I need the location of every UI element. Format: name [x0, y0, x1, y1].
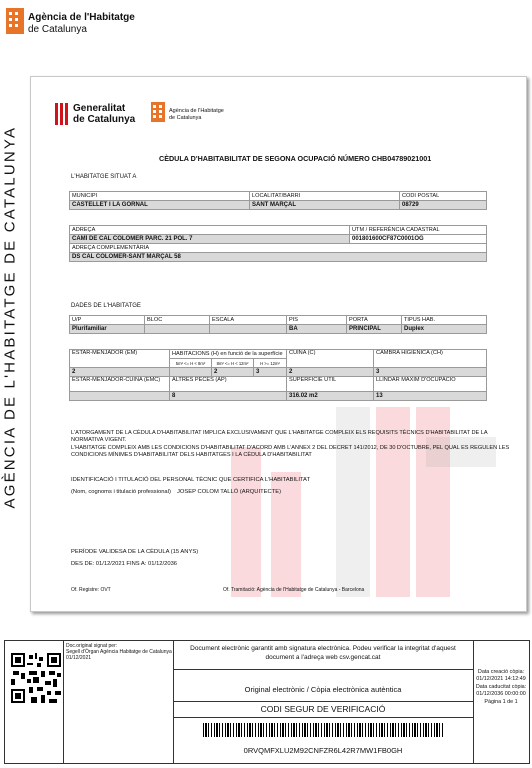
- registry-office: Of. Registre: OVT: [71, 587, 111, 593]
- location-table: [69, 191, 487, 210]
- expiry-label: Data caducitat còpia:: [475, 683, 527, 690]
- up-value: Plurifamiliar: [70, 325, 145, 334]
- electronic-notice: Document electrònic garantit amb signatura electrònica. Podeu verificar la integritat d'aquest document a l'adreça web csv.gencat.cat: [190, 645, 456, 661]
- sup-value: 316.02 m2: [287, 392, 374, 401]
- original-copy-label: Original electrònic / Còpia electrònica autèntica: [244, 685, 402, 694]
- sup-label: SUPERFÍCIE ÚTIL: [287, 377, 374, 392]
- cuina-label: CUINA (C): [287, 350, 374, 368]
- emc-label: ESTAR-MENJADOR-CUINA (EMC): [70, 377, 170, 392]
- paragraph-1: L'ATORGAMENT DE LA CÈDULA D'HABITABILITAT IMPLICA EXCLUSIVAMENT QUE L'HABITATGE COMPLEIX ELS REQUISITS TÈCNICS D'HABITABILITAT DE LA NORMATIVA VIGENT.: [71, 430, 488, 444]
- adreca-comp-label: ADREÇA COMPLEMENTÀRIA: [70, 244, 487, 253]
- agency-logo: [6, 4, 135, 40]
- qr-cell: [5, 641, 64, 763]
- generalitat-line2: de Catalunya: [73, 114, 136, 125]
- cp-label: CODI POSTAL: [400, 192, 487, 201]
- up-label: U/P: [70, 316, 145, 325]
- altres-value: 8: [170, 392, 287, 401]
- adreca-comp-value: DS CAL COLOMER-SANT MARÇAL 58: [70, 253, 487, 262]
- agency-logo-line1: Agència de l'Habitatge: [28, 12, 135, 23]
- hab-label: HABITACIONS (H) en funció de la superfície: [170, 350, 287, 359]
- paragraph-2: L'HABITATGE COMPLEIX AMB LES CONDICIONS D'HABITABILITAT D'ACORD AMB L'ANNEX 2 DEL DECRET 141/2012, DE 30 D'OCTUBRE, PEL QUAL ES REGULEN LES CONDICIONS MÍNIMES D'HABITABILITAT DELS HABITATGES I LA CÈDULA D'HABITABILITAT: [71, 445, 510, 459]
- generalitat-icon: [55, 103, 69, 125]
- hab-range-1: 5m² <= H < 8m²: [170, 359, 212, 368]
- localitat-label: LOCALITAT/BARRI: [250, 192, 400, 201]
- generalitat-logo: [55, 103, 155, 131]
- pis-label: PIS: [287, 316, 347, 325]
- signed-date: 01/12/2021: [66, 655, 92, 661]
- creation-date: 01/12/2021 14:12:49: [476, 676, 526, 683]
- adreca-label: ADREÇA: [70, 226, 350, 235]
- cambra-value: 3: [374, 368, 487, 377]
- escala-label: ESCALA: [210, 316, 287, 325]
- porta-value: PRINCIPAL: [347, 325, 402, 334]
- adreca-value: CAMÍ DE CAL COLOMER PARC. 21 POL. 7: [70, 235, 350, 244]
- hab-value-1: [170, 368, 212, 377]
- rooms-table: [69, 349, 487, 401]
- document-page: [30, 76, 527, 612]
- qr-code-icon: [11, 653, 61, 703]
- signer: Segell d'Òrgan Agència Habitatge de Catalunya: [66, 649, 172, 655]
- section-dades: DADES DE L'HABITATGE: [71, 303, 141, 309]
- utm-value: 001801600CF87C0001OG: [350, 235, 487, 244]
- agency-logo-small: [151, 102, 241, 126]
- signature-cell: [63, 641, 174, 763]
- hab-range-2: 8m² <= H < 12m²: [212, 359, 254, 368]
- bloc-label: BLOC: [145, 316, 210, 325]
- address-table: [69, 225, 487, 262]
- csv-label: CODI SEGUR DE VERIFICACIÓ: [260, 704, 386, 714]
- altres-label: ALTRES PECES (AP): [170, 377, 287, 392]
- barcode-icon: [203, 723, 443, 737]
- cp-value: 08729: [400, 201, 487, 210]
- emc-value: [70, 392, 170, 401]
- em-value: 2: [70, 368, 170, 377]
- pis-value: BA: [287, 325, 347, 334]
- agency-logo-line2: de Catalunya: [28, 24, 87, 35]
- utm-label: UTM / REFERÈNCIA CADASTRAL: [350, 226, 487, 235]
- llindar-label: LLINDAR MÀXIM D'OCUPACIÓ: [374, 377, 487, 392]
- section-situat: L'HABITATGE SITUAT A: [71, 174, 137, 180]
- tipus-label: TIPUS HAB.: [402, 316, 487, 325]
- tipus-value: Duplex: [402, 325, 487, 334]
- agency-small-line1: Agència de l'Habitatge: [169, 108, 224, 114]
- technician-heading: IDENTIFICACIÓ I TITULACIÓ DEL PERSONAL TÈCNIC QUE CERTIFICA L'HABITABILITAT: [71, 477, 311, 483]
- localitat-value: SANT MARÇAL: [250, 201, 400, 210]
- technician-label: (Nom, cognoms i titulació professional): [71, 489, 171, 495]
- cuina-value: 2: [287, 368, 374, 377]
- em-label: ESTAR-MENJADOR (EM): [70, 350, 170, 368]
- csv-code: 0RVQMFXLU2M92CNFZR6L42R7MW1FB0GH: [243, 746, 403, 755]
- side-agency-text: AGÈNCIA DE L'HABITATGE DE CATALUNYA: [1, 125, 19, 509]
- porta-label: PORTA: [347, 316, 402, 325]
- expiry-date: 01/12/2036 00:00:00: [476, 691, 526, 698]
- hab-range-3: H >= 12m²: [254, 359, 287, 368]
- csv-cell: [173, 641, 474, 763]
- escala-value: [210, 325, 287, 334]
- hab-value-3: 3: [254, 368, 287, 377]
- dates-cell: [473, 641, 529, 763]
- verification-footer: [4, 640, 530, 764]
- municipi-label: MUNICIPI: [70, 192, 250, 201]
- technician-name: JOSEP COLOM TALLÓ (ARQUITECTE): [177, 489, 282, 495]
- llindar-value: 13: [374, 392, 487, 401]
- creation-label: Data creació còpia:: [477, 669, 525, 675]
- document-title: CÈDULA D'HABITABILITAT DE SEGONA OCUPACIÓ NÚMERO CHB04789021001: [159, 154, 432, 163]
- municipi-value: CASTELLET I LA GORNAL: [70, 201, 250, 210]
- agency-small-line2: de Catalunya: [169, 115, 202, 121]
- agency-logo-small-icon: [151, 102, 165, 122]
- validity-dates: DES DE: 01/12/2021 FINS A: 01/12/2036: [71, 561, 178, 567]
- agency-logo-icon: [6, 8, 24, 34]
- bloc-value: [145, 325, 210, 334]
- signed-by-label: Doc.original signat per:: [66, 643, 118, 649]
- validity-heading: PERÍODE VALIDESA DE LA CÈDULA (15 ANYS): [71, 549, 199, 555]
- page-number: Pàgina 1 de 1: [484, 698, 518, 705]
- processing-office: Of. Tramitació: Agència de l'Habitatge de Catalunya - Barcelona: [223, 587, 365, 593]
- housing-table: [69, 315, 487, 334]
- hab-value-2: 2: [212, 368, 254, 377]
- generalitat-line1: Generalitat: [73, 103, 126, 114]
- cambra-label: CAMBRA HIGIÈNICA (CH): [374, 350, 487, 368]
